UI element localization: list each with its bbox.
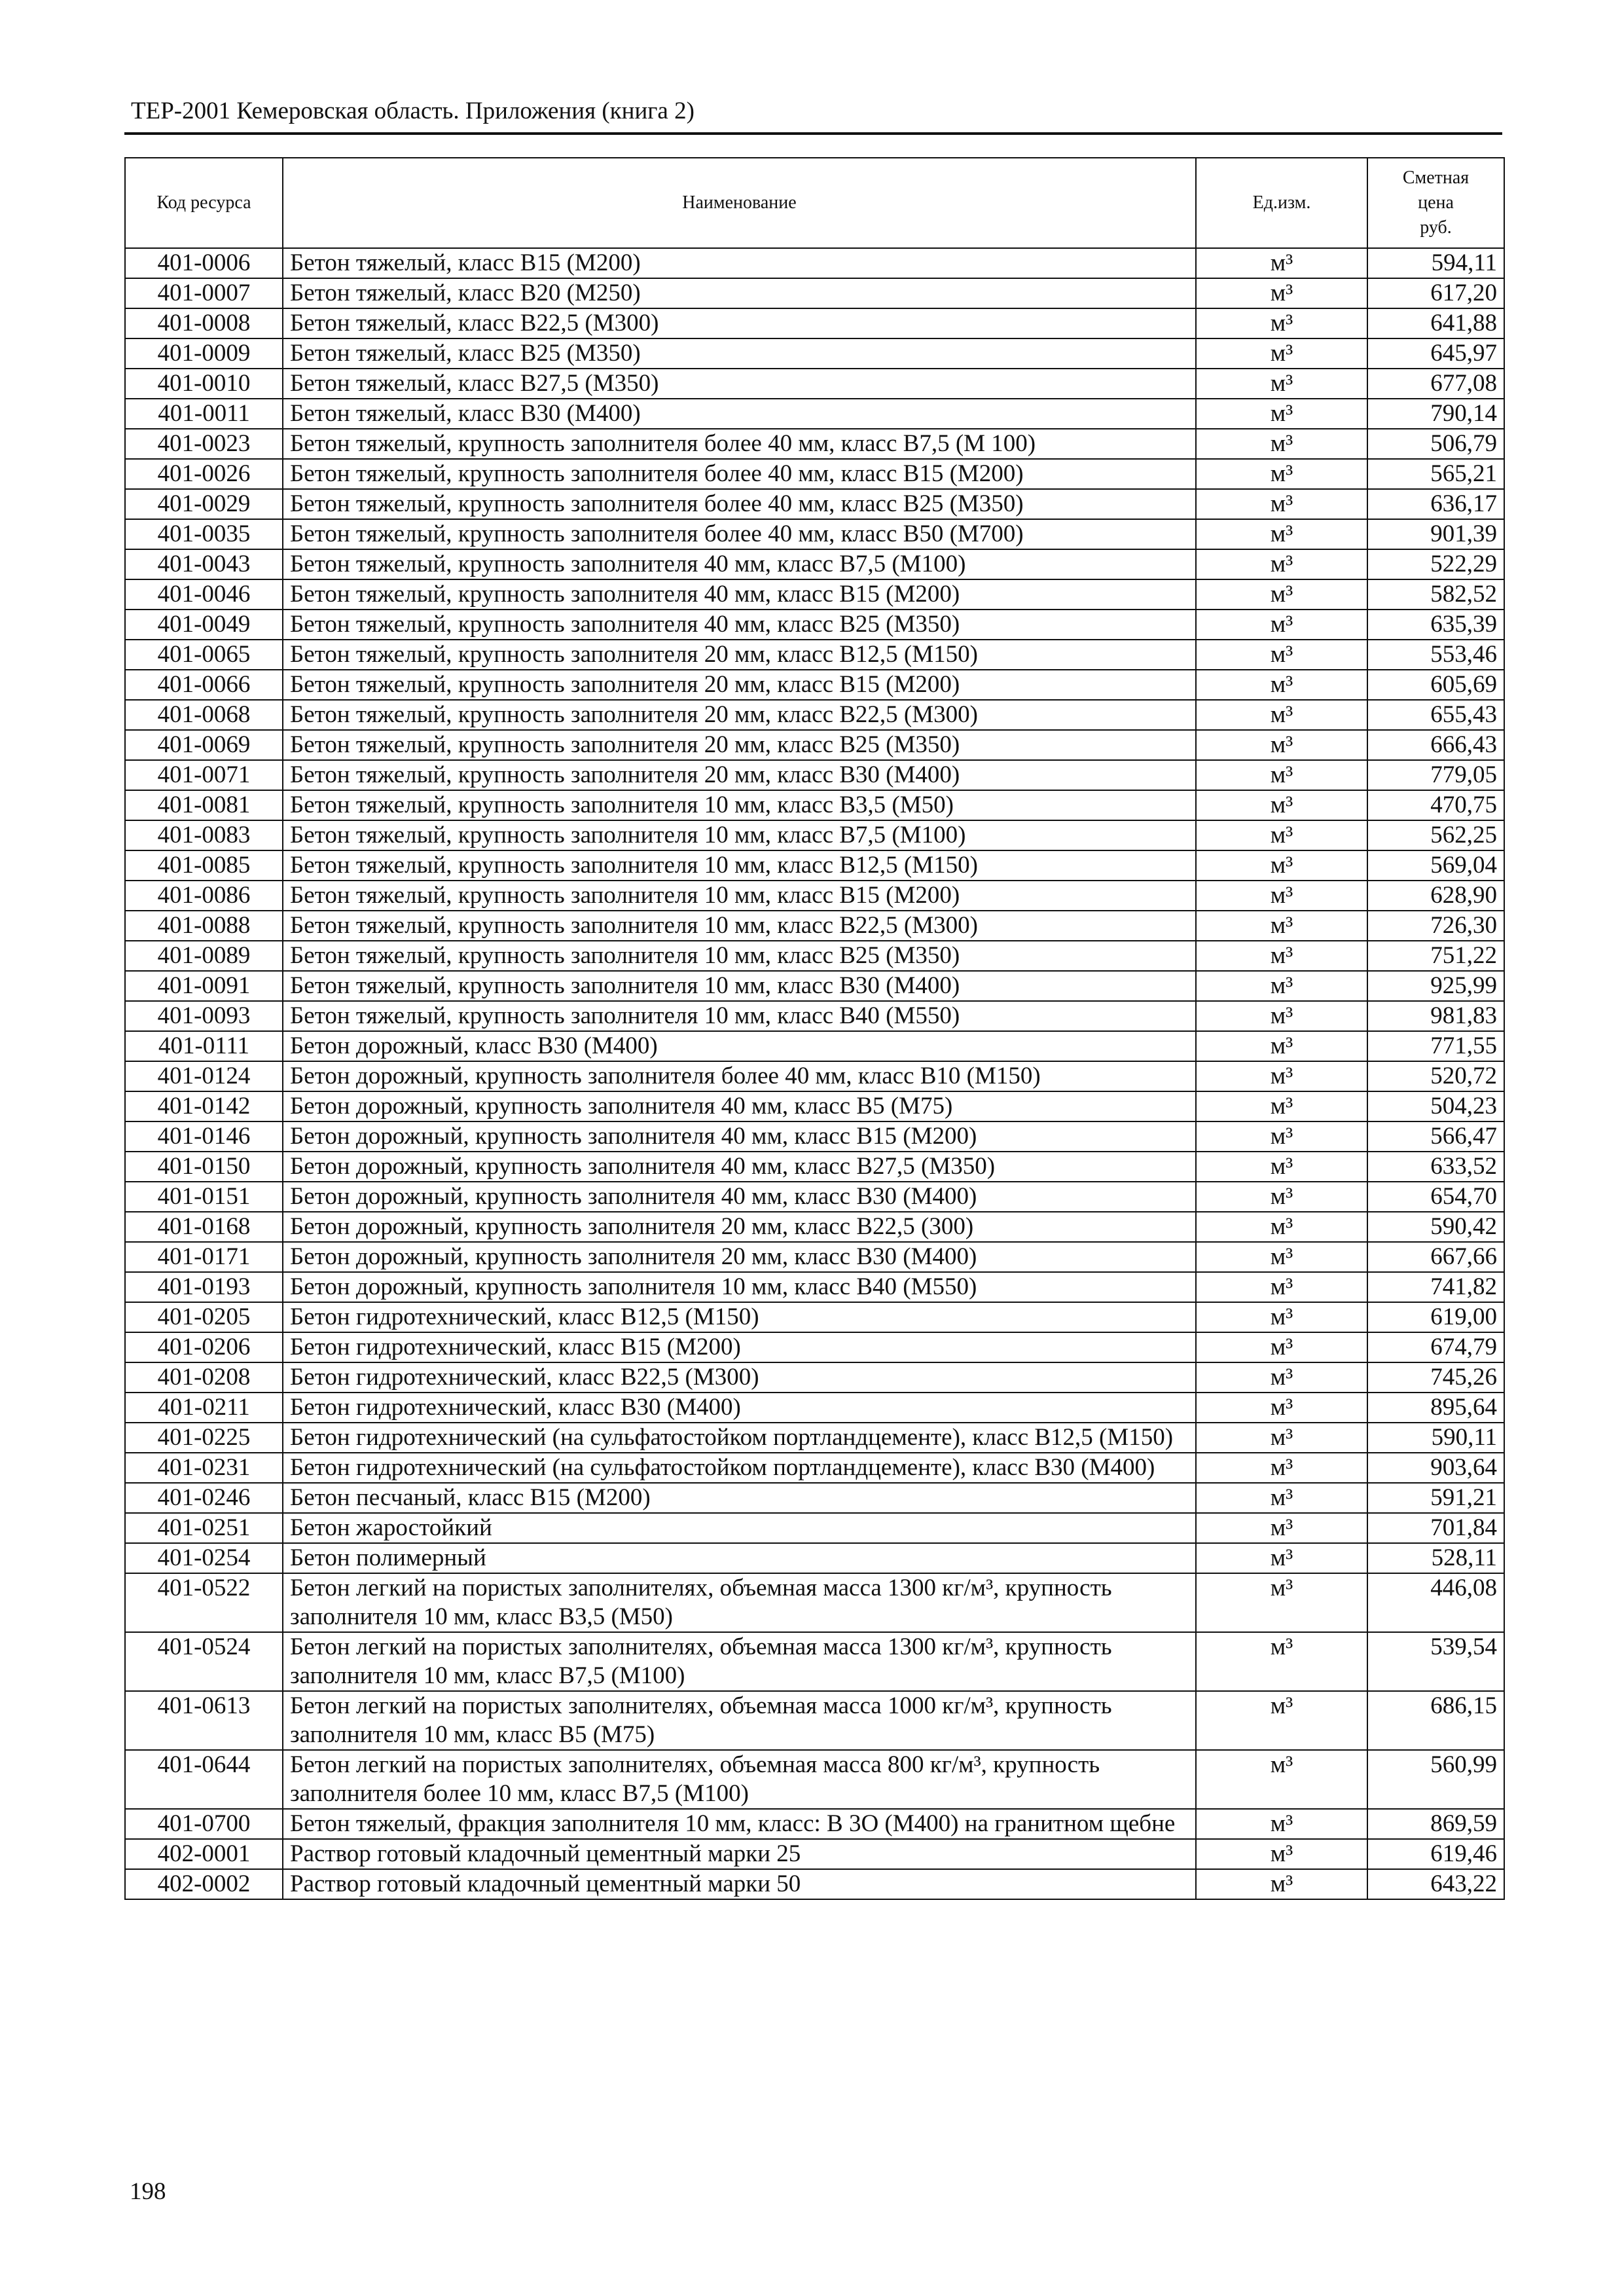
- code-cell: 401-0193: [125, 1272, 283, 1302]
- price-cell: 645,97: [1367, 338, 1504, 369]
- unit-cell: м³: [1196, 549, 1367, 579]
- code-cell: 401-0085: [125, 850, 283, 881]
- price-cell: 925,99: [1367, 971, 1504, 1001]
- column-header-unit: Ед.изм.: [1196, 158, 1367, 248]
- price-cell: 779,05: [1367, 760, 1504, 790]
- price-cell: 553,46: [1367, 640, 1504, 670]
- code-cell: 401-0083: [125, 820, 283, 850]
- price-cell: 686,15: [1367, 1691, 1504, 1750]
- table-row: [125, 1543, 1504, 1573]
- unit-cell: м³: [1196, 1869, 1367, 1899]
- name-cell: Бетон тяжелый, крупность заполнителя 40 мм, класс В25 (М350): [283, 610, 1196, 640]
- price-cell: 701,84: [1367, 1513, 1504, 1543]
- price-cell: 674,79: [1367, 1332, 1504, 1362]
- price-cell: 633,52: [1367, 1152, 1504, 1182]
- name-cell: Бетон жаростойкий: [283, 1513, 1196, 1543]
- price-cell: 903,64: [1367, 1453, 1504, 1483]
- name-cell: Бетон тяжелый, крупность заполнителя 20 мм, класс В30 (М400): [283, 760, 1196, 790]
- price-cell: 591,21: [1367, 1483, 1504, 1513]
- unit-cell: м³: [1196, 1393, 1367, 1423]
- price-cell: 565,21: [1367, 459, 1504, 489]
- name-cell: Раствор готовый кладочный цементный марки 25: [283, 1839, 1196, 1869]
- unit-cell: м³: [1196, 1152, 1367, 1182]
- unit-cell: м³: [1196, 1362, 1367, 1393]
- unit-cell: м³: [1196, 1750, 1367, 1809]
- code-cell: 402-0002: [125, 1869, 283, 1899]
- unit-cell: м³: [1196, 670, 1367, 700]
- name-cell: Бетон тяжелый, крупность заполнителя 10 мм, класс В7,5 (М100): [283, 820, 1196, 850]
- table-row: [125, 790, 1504, 820]
- name-cell: Бетон гидротехнический (на сульфатостойком портландцементе), класс В30 (М400): [283, 1453, 1196, 1483]
- code-cell: 401-0010: [125, 369, 283, 399]
- name-cell: Бетон тяжелый, крупность заполнителя 40 мм, класс В15 (М200): [283, 579, 1196, 610]
- price-cell: 643,22: [1367, 1869, 1504, 1899]
- name-cell: Бетон тяжелый, крупность заполнителя более 40 мм, класс В15 (М200): [283, 459, 1196, 489]
- table-row: [125, 369, 1504, 399]
- unit-cell: м³: [1196, 1332, 1367, 1362]
- table-row: [125, 1453, 1504, 1483]
- code-cell: 401-0251: [125, 1513, 283, 1543]
- table-row: [125, 308, 1504, 338]
- code-cell: 401-0049: [125, 610, 283, 640]
- unit-cell: м³: [1196, 760, 1367, 790]
- code-cell: 401-0023: [125, 429, 283, 459]
- table-row: [125, 971, 1504, 1001]
- code-cell: 401-0124: [125, 1061, 283, 1091]
- name-cell: Бетон дорожный, крупность заполнителя 20 мм, класс В22,5 (300): [283, 1212, 1196, 1242]
- unit-cell: м³: [1196, 308, 1367, 338]
- table-row: [125, 1242, 1504, 1272]
- table-row: [125, 278, 1504, 308]
- code-cell: 401-0088: [125, 911, 283, 941]
- code-cell: 401-0071: [125, 760, 283, 790]
- code-cell: 401-0231: [125, 1453, 283, 1483]
- price-cell: 636,17: [1367, 489, 1504, 519]
- name-cell: Бетон тяжелый, крупность заполнителя 20 мм, класс В25 (М350): [283, 730, 1196, 760]
- price-cell: 741,82: [1367, 1272, 1504, 1302]
- name-cell: Бетон легкий на пористых заполнителях, объемная масса 1000 кг/м³, крупность заполнителя 10 мм, класс В5 (М75): [283, 1691, 1196, 1750]
- price-cell: 654,70: [1367, 1182, 1504, 1212]
- table-header-row: [125, 158, 1504, 248]
- code-cell: 401-0225: [125, 1423, 283, 1453]
- table-row: [125, 700, 1504, 730]
- code-cell: 401-0613: [125, 1691, 283, 1750]
- name-cell: Бетон тяжелый, фракция заполнителя 10 мм, класс: В 3О (М400) на гранитном щебне: [283, 1809, 1196, 1839]
- code-cell: 401-0068: [125, 700, 283, 730]
- unit-cell: м³: [1196, 820, 1367, 850]
- column-header-price: [1367, 158, 1504, 248]
- table-row: [125, 911, 1504, 941]
- name-cell: Бетон тяжелый, класс В27,5 (М350): [283, 369, 1196, 399]
- code-cell: 401-0007: [125, 278, 283, 308]
- price-cell: 582,52: [1367, 579, 1504, 610]
- unit-cell: м³: [1196, 941, 1367, 971]
- code-cell: 401-0206: [125, 1332, 283, 1362]
- price-cell: 619,46: [1367, 1839, 1504, 1869]
- name-cell: Раствор готовый кладочный цементный марки 50: [283, 1869, 1196, 1899]
- code-cell: 401-0026: [125, 459, 283, 489]
- table-row: [125, 1423, 1504, 1453]
- name-cell: Бетон гидротехнический, класс В30 (М400): [283, 1393, 1196, 1423]
- price-cell: 677,08: [1367, 369, 1504, 399]
- price-cell: 628,90: [1367, 881, 1504, 911]
- table-row: [125, 1513, 1504, 1543]
- column-header-price-line3: руб.: [1420, 217, 1452, 238]
- name-cell: Бетон тяжелый, крупность заполнителя 10 мм, класс В15 (М200): [283, 881, 1196, 911]
- table-row: [125, 850, 1504, 881]
- name-cell: Бетон тяжелый, крупность заполнителя более 40 мм, класс В50 (М700): [283, 519, 1196, 549]
- name-cell: Бетон гидротехнический, класс В22,5 (М300): [283, 1362, 1196, 1393]
- table-row: [125, 519, 1504, 549]
- table-row: [125, 1302, 1504, 1332]
- table-row: [125, 1182, 1504, 1212]
- unit-cell: м³: [1196, 338, 1367, 369]
- price-cell: 590,11: [1367, 1423, 1504, 1453]
- table-row: [125, 610, 1504, 640]
- table-row: [125, 760, 1504, 790]
- code-cell: 401-0008: [125, 308, 283, 338]
- price-cell: 590,42: [1367, 1212, 1504, 1242]
- name-cell: Бетон тяжелый, класс В20 (М250): [283, 278, 1196, 308]
- name-cell: Бетон дорожный, крупность заполнителя 40 мм, класс В27,5 (М350): [283, 1152, 1196, 1182]
- code-cell: 401-0009: [125, 338, 283, 369]
- code-cell: 401-0066: [125, 670, 283, 700]
- table-row: [125, 730, 1504, 760]
- table-row: [125, 670, 1504, 700]
- table-row: [125, 248, 1504, 278]
- table-row: [125, 1001, 1504, 1031]
- table-row: [125, 881, 1504, 911]
- price-cell: 528,11: [1367, 1543, 1504, 1573]
- name-cell: Бетон тяжелый, крупность заполнителя более 40 мм, класс В7,5 (М 100): [283, 429, 1196, 459]
- code-cell: 401-0065: [125, 640, 283, 670]
- price-cell: 895,64: [1367, 1393, 1504, 1423]
- price-cell: 901,39: [1367, 519, 1504, 549]
- code-cell: 401-0111: [125, 1031, 283, 1061]
- name-cell: Бетон песчаный, класс В15 (М200): [283, 1483, 1196, 1513]
- unit-cell: м³: [1196, 519, 1367, 549]
- name-cell: Бетон тяжелый, крупность заполнителя 10 мм, класс В30 (М400): [283, 971, 1196, 1001]
- table-row: [125, 941, 1504, 971]
- code-cell: 401-0171: [125, 1242, 283, 1272]
- unit-cell: м³: [1196, 850, 1367, 881]
- name-cell: Бетон тяжелый, крупность заполнителя 10 мм, класс В22,5 (М300): [283, 911, 1196, 941]
- table-row: [125, 1839, 1504, 1869]
- code-cell: 401-0089: [125, 941, 283, 971]
- price-cell: 869,59: [1367, 1809, 1504, 1839]
- table-row: [125, 1869, 1504, 1899]
- name-cell: Бетон тяжелый, крупность заполнителя 10 мм, класс В3,5 (М50): [283, 790, 1196, 820]
- code-cell: 401-0644: [125, 1750, 283, 1809]
- code-cell: 401-0093: [125, 1001, 283, 1031]
- name-cell: Бетон легкий на пористых заполнителях, объемная масса 1300 кг/м³, крупность заполнителя 10 мм, класс В3,5 (М50): [283, 1573, 1196, 1632]
- unit-cell: м³: [1196, 1212, 1367, 1242]
- column-header-name: Наименование: [283, 158, 1196, 248]
- price-cell: 745,26: [1367, 1362, 1504, 1393]
- unit-cell: м³: [1196, 1809, 1367, 1839]
- column-header-price-line2: цена: [1418, 192, 1454, 213]
- unit-cell: м³: [1196, 610, 1367, 640]
- unit-cell: м³: [1196, 1182, 1367, 1212]
- code-cell: 401-0081: [125, 790, 283, 820]
- price-cell: 641,88: [1367, 308, 1504, 338]
- price-cell: 619,00: [1367, 1302, 1504, 1332]
- table-row: [125, 820, 1504, 850]
- unit-cell: м³: [1196, 1423, 1367, 1453]
- price-cell: 446,08: [1367, 1573, 1504, 1632]
- unit-cell: м³: [1196, 1272, 1367, 1302]
- page-header-title: ТЕР-2001 Кемеровская область. Приложения (книга 2): [131, 98, 695, 124]
- code-cell: 401-0029: [125, 489, 283, 519]
- code-cell: 401-0035: [125, 519, 283, 549]
- name-cell: Бетон легкий на пористых заполнителях, объемная масса 1300 кг/м³, крупность заполнителя 10 мм, класс В7,5 (М100): [283, 1632, 1196, 1691]
- name-cell: Бетон гидротехнический, класс В15 (М200): [283, 1332, 1196, 1362]
- table-row: [125, 429, 1504, 459]
- name-cell: Бетон тяжелый, крупность заполнителя 20 мм, класс В12,5 (М150): [283, 640, 1196, 670]
- name-cell: Бетон тяжелый, класс В15 (М200): [283, 248, 1196, 278]
- name-cell: Бетон дорожный, крупность заполнителя 20 мм, класс В30 (М400): [283, 1242, 1196, 1272]
- column-header-code: Код ресурса: [125, 158, 283, 248]
- unit-cell: м³: [1196, 700, 1367, 730]
- unit-cell: м³: [1196, 1242, 1367, 1272]
- code-cell: 401-0086: [125, 881, 283, 911]
- price-cell: 605,69: [1367, 670, 1504, 700]
- code-cell: 401-0211: [125, 1393, 283, 1423]
- table-row: [125, 1632, 1504, 1691]
- name-cell: Бетон тяжелый, крупность заполнителя 10 мм, класс В12,5 (М150): [283, 850, 1196, 881]
- unit-cell: м³: [1196, 1839, 1367, 1869]
- table-row: [125, 1362, 1504, 1393]
- table-row: [125, 1121, 1504, 1152]
- price-cell: 751,22: [1367, 941, 1504, 971]
- table-row: [125, 338, 1504, 369]
- table-row: [125, 579, 1504, 610]
- name-cell: Бетон дорожный, крупность заполнителя 40 мм, класс В5 (М75): [283, 1091, 1196, 1121]
- unit-cell: м³: [1196, 1513, 1367, 1543]
- code-cell: 401-0151: [125, 1182, 283, 1212]
- unit-cell: м³: [1196, 1691, 1367, 1750]
- name-cell: Бетон гидротехнический, класс В12,5 (М150): [283, 1302, 1196, 1332]
- unit-cell: м³: [1196, 911, 1367, 941]
- table-row: [125, 1691, 1504, 1750]
- unit-cell: м³: [1196, 1302, 1367, 1332]
- column-header-price-line1: Сметная: [1402, 168, 1470, 188]
- code-cell: 401-0011: [125, 399, 283, 429]
- unit-cell: м³: [1196, 369, 1367, 399]
- table-row: [125, 489, 1504, 519]
- unit-cell: м³: [1196, 278, 1367, 308]
- name-cell: Бетон тяжелый, крупность заполнителя 40 мм, класс В7,5 (М100): [283, 549, 1196, 579]
- table-row: [125, 1091, 1504, 1121]
- price-cell: 562,25: [1367, 820, 1504, 850]
- price-cell: 726,30: [1367, 911, 1504, 941]
- code-cell: 401-0091: [125, 971, 283, 1001]
- table-row: [125, 1573, 1504, 1632]
- price-cell: 666,43: [1367, 730, 1504, 760]
- table-row: [125, 1031, 1504, 1061]
- table-row: [125, 640, 1504, 670]
- name-cell: Бетон дорожный, крупность заполнителя более 40 мм, класс В10 (М150): [283, 1061, 1196, 1091]
- price-cell: 520,72: [1367, 1061, 1504, 1091]
- table-row: [125, 459, 1504, 489]
- table-row: [125, 1332, 1504, 1362]
- name-cell: Бетон тяжелый, крупность заполнителя 20 мм, класс В22,5 (М300): [283, 700, 1196, 730]
- code-cell: 401-0254: [125, 1543, 283, 1573]
- unit-cell: м³: [1196, 579, 1367, 610]
- price-cell: 655,43: [1367, 700, 1504, 730]
- name-cell: Бетон полимерный: [283, 1543, 1196, 1573]
- table-row: [125, 1061, 1504, 1091]
- table-row: [125, 549, 1504, 579]
- table-row: [125, 1272, 1504, 1302]
- price-cell: 667,66: [1367, 1242, 1504, 1272]
- unit-cell: м³: [1196, 881, 1367, 911]
- name-cell: Бетон тяжелый, класс В30 (М400): [283, 399, 1196, 429]
- code-cell: 401-0246: [125, 1483, 283, 1513]
- unit-cell: м³: [1196, 1483, 1367, 1513]
- code-cell: 401-0069: [125, 730, 283, 760]
- name-cell: Бетон дорожный, крупность заполнителя 10 мм, класс В40 (М550): [283, 1272, 1196, 1302]
- unit-cell: м³: [1196, 1632, 1367, 1691]
- code-cell: 401-0006: [125, 248, 283, 278]
- price-cell: 506,79: [1367, 429, 1504, 459]
- unit-cell: м³: [1196, 790, 1367, 820]
- name-cell: Бетон тяжелый, крупность заполнителя 10 мм, класс В25 (М350): [283, 941, 1196, 971]
- name-cell: Бетон тяжелый, класс В22,5 (М300): [283, 308, 1196, 338]
- header-rule: [124, 132, 1502, 135]
- price-cell: 981,83: [1367, 1001, 1504, 1031]
- code-cell: 401-0524: [125, 1632, 283, 1691]
- name-cell: Бетон тяжелый, крупность заполнителя 20 мм, класс В15 (М200): [283, 670, 1196, 700]
- name-cell: Бетон гидротехнический (на сульфатостойком портландцементе), класс В12,5 (М150): [283, 1423, 1196, 1453]
- table-body: [125, 248, 1504, 1899]
- unit-cell: м³: [1196, 429, 1367, 459]
- code-cell: 401-0700: [125, 1809, 283, 1839]
- code-cell: 401-0046: [125, 579, 283, 610]
- price-cell: 771,55: [1367, 1031, 1504, 1061]
- unit-cell: м³: [1196, 1121, 1367, 1152]
- code-cell: 401-0142: [125, 1091, 283, 1121]
- unit-cell: м³: [1196, 971, 1367, 1001]
- unit-cell: м³: [1196, 1573, 1367, 1632]
- code-cell: 401-0208: [125, 1362, 283, 1393]
- table-row: [125, 1483, 1504, 1513]
- code-cell: 401-0522: [125, 1573, 283, 1632]
- table-row: [125, 1393, 1504, 1423]
- price-cell: 560,99: [1367, 1750, 1504, 1809]
- unit-cell: м³: [1196, 489, 1367, 519]
- table-row: [125, 1750, 1504, 1809]
- price-cell: 635,39: [1367, 610, 1504, 640]
- price-cell: 566,47: [1367, 1121, 1504, 1152]
- name-cell: Бетон дорожный, класс В30 (М400): [283, 1031, 1196, 1061]
- unit-cell: м³: [1196, 399, 1367, 429]
- unit-cell: м³: [1196, 1001, 1367, 1031]
- code-cell: 401-0150: [125, 1152, 283, 1182]
- code-cell: 401-0168: [125, 1212, 283, 1242]
- price-cell: 594,11: [1367, 248, 1504, 278]
- name-cell: Бетон дорожный, крупность заполнителя 40 мм, класс В30 (М400): [283, 1182, 1196, 1212]
- price-table: [124, 157, 1505, 1900]
- name-cell: Бетон легкий на пористых заполнителях, объемная масса 800 кг/м³, крупность заполнителя более 10 мм, класс В7,5 (М100): [283, 1750, 1196, 1809]
- unit-cell: м³: [1196, 1453, 1367, 1483]
- name-cell: Бетон тяжелый, крупность заполнителя 10 мм, класс В40 (М550): [283, 1001, 1196, 1031]
- unit-cell: м³: [1196, 730, 1367, 760]
- code-cell: 401-0146: [125, 1121, 283, 1152]
- unit-cell: м³: [1196, 1543, 1367, 1573]
- table-row: [125, 399, 1504, 429]
- unit-cell: м³: [1196, 640, 1367, 670]
- unit-cell: м³: [1196, 459, 1367, 489]
- name-cell: Бетон тяжелый, крупность заполнителя более 40 мм, класс В25 (М350): [283, 489, 1196, 519]
- price-cell: 617,20: [1367, 278, 1504, 308]
- unit-cell: м³: [1196, 248, 1367, 278]
- code-cell: 401-0205: [125, 1302, 283, 1332]
- table-row: [125, 1212, 1504, 1242]
- code-cell: 401-0043: [125, 549, 283, 579]
- table-row: [125, 1809, 1504, 1839]
- price-cell: 470,75: [1367, 790, 1504, 820]
- unit-cell: м³: [1196, 1061, 1367, 1091]
- name-cell: Бетон тяжелый, класс В25 (М350): [283, 338, 1196, 369]
- price-cell: 790,14: [1367, 399, 1504, 429]
- table-row: [125, 1152, 1504, 1182]
- price-cell: 522,29: [1367, 549, 1504, 579]
- unit-cell: м³: [1196, 1091, 1367, 1121]
- price-cell: 539,54: [1367, 1632, 1504, 1691]
- unit-cell: м³: [1196, 1031, 1367, 1061]
- code-cell: 402-0001: [125, 1839, 283, 1869]
- price-cell: 569,04: [1367, 850, 1504, 881]
- name-cell: Бетон дорожный, крупность заполнителя 40 мм, класс В15 (М200): [283, 1121, 1196, 1152]
- page-number: 198: [130, 2178, 166, 2205]
- price-cell: 504,23: [1367, 1091, 1504, 1121]
